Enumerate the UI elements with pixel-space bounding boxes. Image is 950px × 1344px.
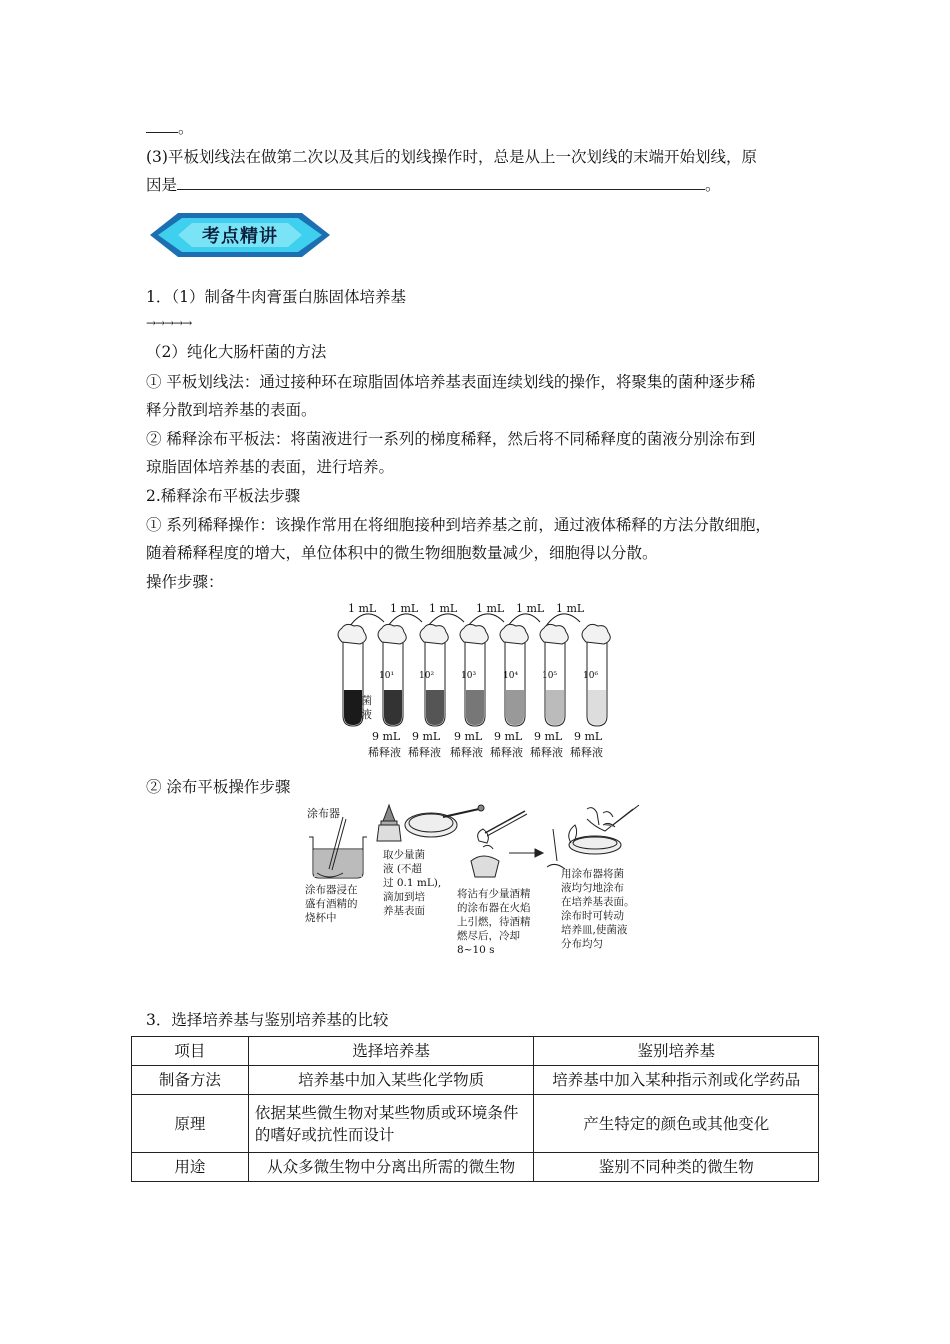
svg-text:滴加到培: 滴加到培 bbox=[383, 891, 425, 903]
diluent-volume: 9 mL bbox=[494, 730, 523, 743]
diluent-volume: 9 mL bbox=[372, 730, 401, 743]
spreader-label: 涂布器 bbox=[307, 807, 340, 820]
step-1-text bbox=[305, 883, 358, 924]
tube-dilution-label: 10⁵ bbox=[542, 671, 558, 681]
tube-dilution-label: 10³ bbox=[461, 671, 477, 681]
flame-sterilize-icon bbox=[471, 811, 565, 877]
steps-label: 操作步骤： bbox=[146, 573, 224, 591]
diluent-labels bbox=[368, 730, 603, 759]
serial-dilution-line-2: 随着稀释程度的增大，单位体积中的微生物细胞数量减少，细胞得以分散。 bbox=[146, 544, 658, 562]
diluent-volume: 9 mL bbox=[534, 730, 563, 743]
answer-blank bbox=[146, 118, 178, 133]
svg-text:盛有酒精的: 盛有酒精的 bbox=[305, 898, 358, 910]
step-3-text bbox=[457, 887, 531, 956]
svg-text:过 0.1 mL),: 过 0.1 mL), bbox=[383, 877, 442, 889]
tube-dilution-label: 10¹ bbox=[379, 671, 395, 681]
svg-text:上引燃，待酒精: 上引燃，待酒精 bbox=[457, 916, 531, 928]
answer-blank bbox=[177, 175, 705, 190]
svg-text:涂布时可转动: 涂布时可转动 bbox=[561, 910, 624, 922]
table-row bbox=[132, 1066, 819, 1095]
bacteria-liquid-label: 液 bbox=[361, 708, 372, 721]
diluent-name: 稀释液 bbox=[368, 746, 401, 759]
svg-text:液均匀地涂布: 液均匀地涂布 bbox=[561, 882, 624, 894]
svg-text:取少量菌: 取少量菌 bbox=[383, 849, 425, 861]
svg-text:用涂布器将菌: 用涂布器将菌 bbox=[561, 868, 624, 880]
diluent-name: 稀释液 bbox=[570, 746, 603, 759]
table-row bbox=[132, 1095, 819, 1153]
diluent-name: 稀释液 bbox=[530, 746, 563, 759]
spread-steps-title: ② 涂布平板操作步骤 bbox=[146, 778, 291, 796]
svg-text:涂布器浸在: 涂布器浸在 bbox=[305, 884, 358, 896]
spread-method-line-2: 琼脂固体培养基的表面，进行培养。 bbox=[146, 458, 395, 476]
diluent-name: 稀释液 bbox=[450, 746, 483, 759]
transfer-label: 1 mL bbox=[476, 602, 505, 615]
transfer-arrows bbox=[350, 614, 580, 626]
section-1-title: 1．（1）制备牛肉膏蛋白胨固体培养基 bbox=[146, 288, 406, 306]
tube-dilution-label: 10⁴ bbox=[503, 671, 519, 681]
comparison-table bbox=[131, 1036, 819, 1182]
svg-text:分布均匀: 分布均匀 bbox=[561, 938, 603, 950]
diluent-volume: 9 mL bbox=[454, 730, 483, 743]
step-4-text bbox=[561, 867, 635, 950]
diluent-name: 稀释液 bbox=[408, 746, 441, 759]
table-cell: 产生特定的颜色或其他变化 bbox=[534, 1095, 819, 1153]
svg-text:燃尽后，冷却: 燃尽后，冷却 bbox=[457, 930, 520, 942]
transfer-label: 1 mL bbox=[556, 602, 585, 615]
table-cell: 培养基中加入某些化学物质 bbox=[248, 1066, 534, 1095]
svg-text:将沾有少量酒精: 将沾有少量酒精 bbox=[457, 888, 531, 900]
serial-dilution-figure bbox=[328, 598, 618, 763]
svg-text:烧杯中: 烧杯中 bbox=[305, 912, 337, 924]
section-3-title: 3．选择培养基与鉴别培养基的比较 bbox=[146, 1011, 389, 1029]
streak-method-line-2: 释分散到培养基的表面。 bbox=[146, 401, 317, 419]
svg-text:培养皿,使菌液: 培养皿,使菌液 bbox=[561, 924, 628, 936]
diluent-volume: 9 mL bbox=[412, 730, 441, 743]
table-cell: 培养基中加入某种指示剂或化学药品 bbox=[534, 1066, 819, 1095]
spread-plate-figure bbox=[303, 803, 645, 971]
svg-text:养基表面: 养基表面 bbox=[383, 905, 425, 917]
section-1-arrows: →→→→→ bbox=[146, 316, 192, 330]
section-banner bbox=[148, 210, 332, 260]
svg-text:在培养基表面。: 在培养基表面。 bbox=[561, 896, 635, 908]
streak-method-line-1: ① 平板划线法：通过接种环在琼脂固体培养基表面连续划线的操作，将聚集的菌种逐步稀 bbox=[146, 373, 756, 391]
table-header-cell: 选择培养基 bbox=[248, 1037, 534, 1066]
serial-dilution-line-1: ① 系列稀释操作：该操作常用在将细胞接种到培养基之前，通过液体稀释的方法分散细胞， bbox=[146, 516, 771, 534]
step-2-text bbox=[383, 848, 441, 917]
table-header-row bbox=[132, 1037, 819, 1066]
tube-dilution-label: 10² bbox=[419, 671, 435, 681]
tube-dilution-label: 10⁶ bbox=[583, 671, 599, 681]
pipette-and-dish-icon bbox=[377, 805, 484, 841]
spreading-plate-icon bbox=[569, 805, 639, 854]
prev-answer-blank-line: 。 bbox=[146, 117, 194, 139]
table-row bbox=[132, 1153, 819, 1182]
table-cell: 依据某些微生物对某些物质或环境条件的嗜好或抗性而设计 bbox=[248, 1095, 534, 1153]
transfer-label: 1 mL bbox=[390, 602, 419, 615]
section-1-sub-2: （2）纯化大肠杆菌的方法 bbox=[146, 343, 327, 361]
section-2-title: 2.稀释涂布平板法步骤 bbox=[146, 487, 301, 505]
banner-title: 考点精讲 bbox=[202, 226, 278, 247]
bacteria-liquid-label: 菌 bbox=[361, 694, 372, 707]
transfer-label: 1 mL bbox=[348, 602, 377, 615]
diluent-volume: 9 mL bbox=[574, 730, 603, 743]
table-cell: 鉴别不同种类的微生物 bbox=[534, 1153, 819, 1182]
svg-text:8~10 s: 8~10 s bbox=[457, 944, 495, 956]
spread-method-line-1: ② 稀释涂布平板法：将菌液进行一系列的梯度稀释，然后将不同稀释度的菌液分别涂布到 bbox=[146, 430, 756, 448]
svg-text:的涂布器在火焰: 的涂布器在火焰 bbox=[457, 902, 531, 914]
table-cell: 制备方法 bbox=[132, 1066, 249, 1095]
transfer-label: 1 mL bbox=[429, 602, 458, 615]
question-3-line-1: (3)平板划线法在做第二次以及其后的划线操作时，总是从上一次划线的末端开始划线，原 bbox=[146, 148, 757, 166]
diluent-name: 稀释液 bbox=[490, 746, 523, 759]
svg-text:液 (不超: 液 (不超 bbox=[383, 863, 422, 875]
table-header-cell: 鉴别培养基 bbox=[534, 1037, 819, 1066]
table-cell: 用途 bbox=[132, 1153, 249, 1182]
transfer-label: 1 mL bbox=[516, 602, 545, 615]
table-cell: 从众多微生物中分离出所需的微生物 bbox=[248, 1153, 534, 1182]
table-cell: 原理 bbox=[132, 1095, 249, 1153]
beaker-with-spreader-icon bbox=[309, 817, 367, 878]
question-3-line-2: 因是 。 bbox=[146, 176, 721, 194]
table-header-cell: 项目 bbox=[132, 1037, 249, 1066]
